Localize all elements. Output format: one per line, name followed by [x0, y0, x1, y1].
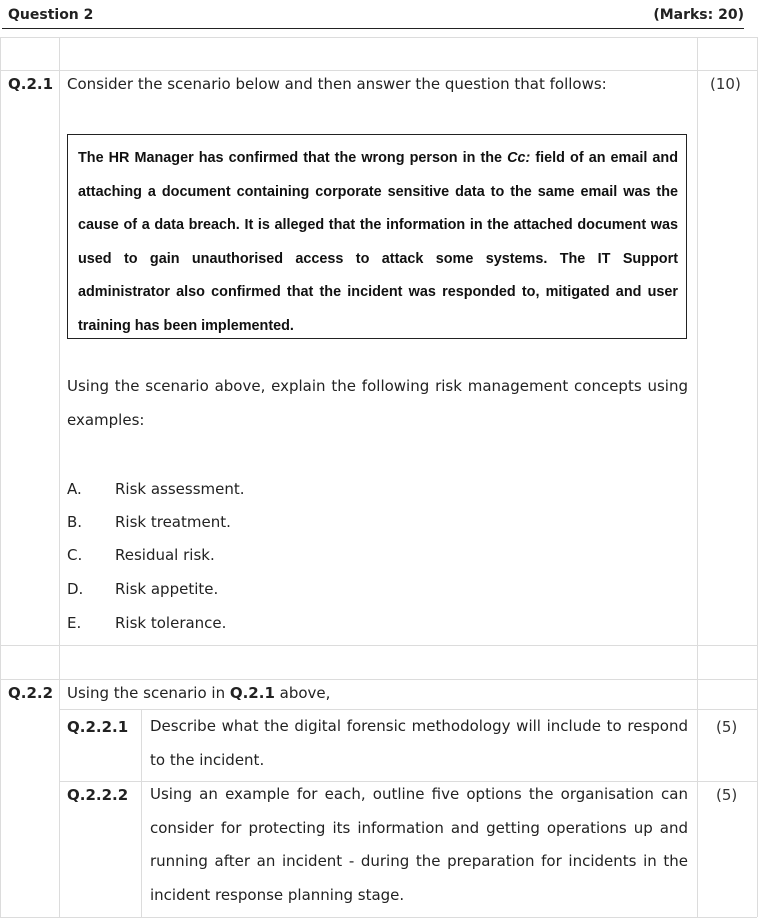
q21-prompt: Consider the scenario below and then answer the question that follows:	[67, 75, 607, 93]
list-item-text: Risk treatment.	[115, 513, 231, 531]
q222-text: Using an example for each, outline five options the organisation can consider for protecting its information and getting operations up and running after an incident - during the preparation for incidents in the incident response planning stage.	[150, 785, 688, 904]
question-title: Question 2	[8, 7, 94, 23]
q21-marks: (10)	[710, 75, 741, 93]
question-header	[0, 0, 762, 34]
list-item-text: Risk assessment.	[115, 480, 245, 498]
q22-intro-suffix: above,	[274, 684, 331, 702]
list-item-letter: A.	[67, 480, 82, 498]
q21-instruction: Using the scenario above, explain the following risk management concepts using examples:	[67, 377, 688, 429]
q22-intro-prefix: Using the scenario in	[67, 684, 230, 702]
list-item-text: Residual risk.	[115, 546, 215, 564]
q221-marks: (5)	[716, 718, 738, 736]
scenario-box	[67, 134, 687, 339]
list-item-text: Risk appetite.	[115, 580, 219, 598]
list-item-letter: D.	[67, 580, 84, 598]
list-item-text: Risk tolerance.	[115, 614, 227, 632]
q221-number: Q.2.2.1	[67, 718, 129, 736]
scenario-text-part2: field of an email and attaching a document containing corporate sensitive data to the same email was the cause of a data breach. It is alleged that the information in the attached document was used to gain unauthorised access to attack some systems. The IT Support administrator also confirmed that the incident was responded to, mitigated and user training has been implemented.	[78, 150, 678, 334]
list-item-letter: C.	[67, 546, 83, 564]
q22-intro	[67, 683, 330, 703]
q22-number: Q.2.2	[8, 684, 54, 702]
q22-intro-ref: Q.2.1	[229, 684, 275, 702]
question-marks: (Marks: 20)	[653, 7, 744, 23]
list-item-letter: E.	[67, 614, 82, 632]
q21-number: Q.2.1	[8, 75, 54, 93]
header-underline	[2, 28, 744, 29]
scenario-cc-field: Cc:	[507, 150, 531, 166]
q222-marks: (5)	[716, 786, 738, 804]
list-item-letter: B.	[67, 513, 83, 531]
scenario-text-part1: The HR Manager has confirmed that the wrong person in the	[78, 150, 508, 166]
q222-number: Q.2.2.2	[67, 786, 129, 804]
q221-text: Describe what the digital forensic methodology will include to respond to the incident.	[150, 717, 688, 769]
